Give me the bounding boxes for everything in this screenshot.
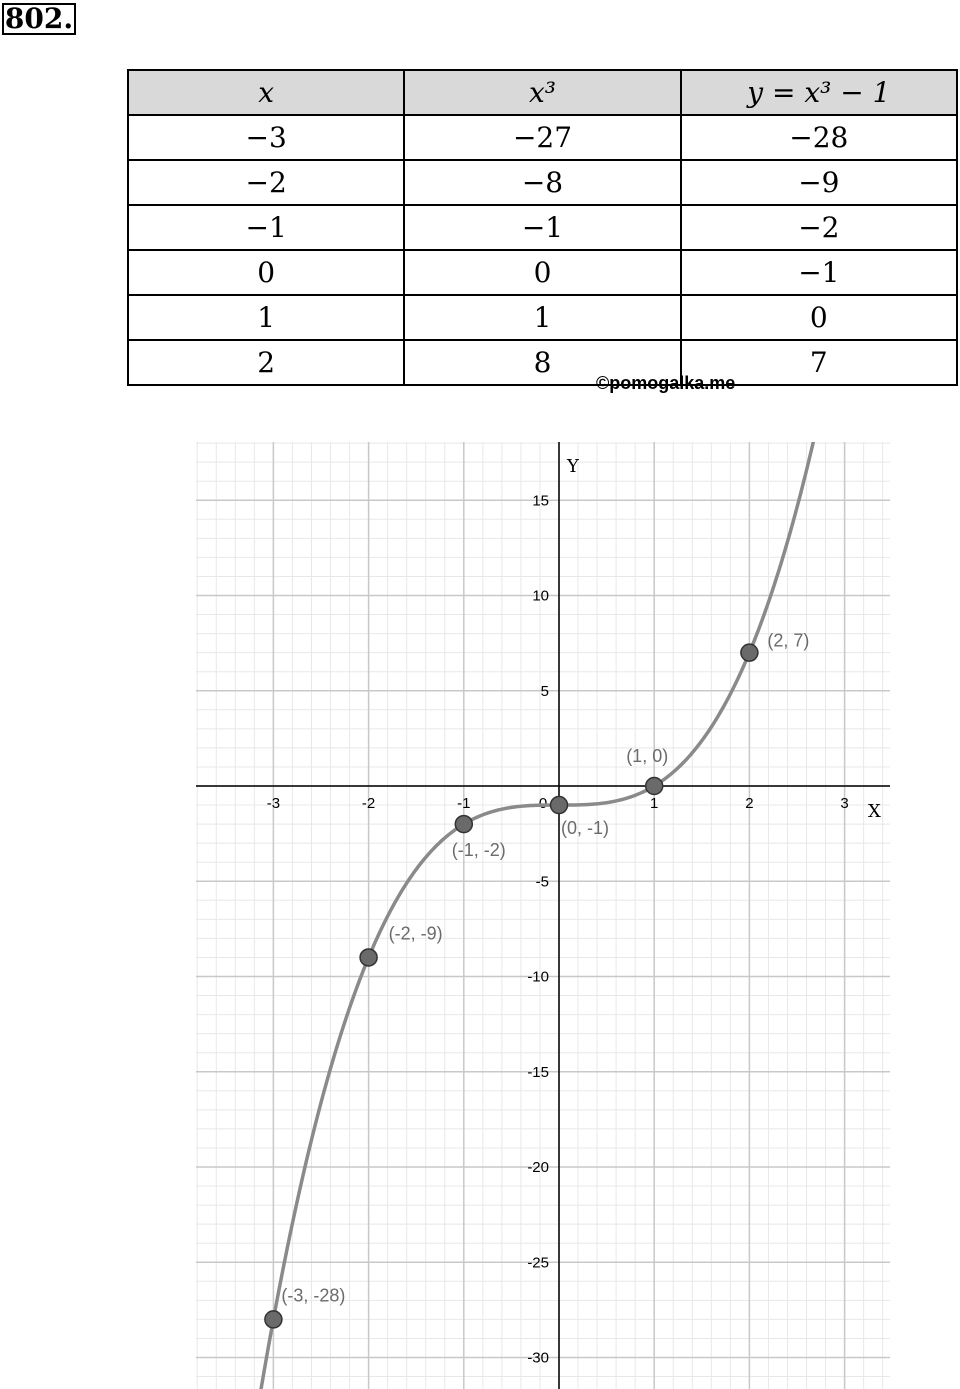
table-cell: −9 — [681, 160, 957, 205]
x-tick-label: 0 — [538, 795, 548, 812]
y-tick-label: -30 — [527, 1349, 549, 1367]
table-row — [128, 205, 957, 250]
data-point-label: (-1, -2) — [451, 840, 506, 861]
data-point — [265, 1311, 282, 1328]
problem-number: 802. — [2, 3, 76, 35]
table-cell: 0 — [404, 250, 680, 295]
header-y: y = x³ − 1 — [681, 70, 957, 115]
x-axis-label: X — [868, 801, 881, 822]
table-cell: 0 — [681, 295, 957, 340]
table-cell: 8 — [404, 340, 680, 385]
y-tick-label: 15 — [532, 492, 549, 510]
table-cell: −1 — [681, 250, 957, 295]
y-axis-label: Y — [567, 456, 579, 477]
table-cell: −27 — [404, 115, 680, 160]
table-cell: 1 — [128, 295, 404, 340]
data-point-label: (0, -1) — [561, 818, 610, 839]
table-cell: 1 — [404, 295, 680, 340]
table-row — [128, 160, 957, 205]
data-point — [360, 949, 377, 966]
data-point — [646, 778, 663, 795]
data-point — [741, 644, 758, 661]
x-tick-label: -3 — [266, 795, 281, 812]
table-row — [128, 295, 957, 340]
x-tick-label: -2 — [361, 795, 376, 812]
table-cell: −8 — [404, 160, 680, 205]
y-tick-label: -25 — [527, 1254, 549, 1272]
x-tick-label: 1 — [650, 795, 659, 812]
y-tick-label: -15 — [527, 1063, 549, 1081]
x-tick-label: 3 — [840, 795, 849, 812]
function-graph — [0, 430, 960, 1389]
data-point — [551, 797, 568, 814]
table-cell: 2 — [128, 340, 404, 385]
table-header-row — [128, 70, 957, 115]
table-row — [128, 250, 957, 295]
table-cell: −2 — [681, 205, 957, 250]
x-tick-label: 2 — [745, 795, 754, 812]
table-cell: −28 — [681, 115, 957, 160]
table-cell: −3 — [128, 115, 404, 160]
data-point-label: (2, 7) — [767, 630, 810, 651]
data-point-label: (-2, -9) — [388, 923, 443, 944]
y-tick-label: 5 — [540, 682, 549, 700]
x-tick-label: -1 — [457, 795, 471, 812]
header-x-cubed: x³ — [404, 70, 680, 115]
watermark: ©pomogalka.me — [596, 373, 736, 393]
table-cell: −2 — [128, 160, 404, 205]
data-point-label: (-3, -28) — [281, 1285, 346, 1306]
y-tick-label: -10 — [527, 968, 549, 986]
y-tick-label: -5 — [535, 873, 549, 891]
data-point-label: (1, 0) — [626, 746, 669, 766]
table-row — [128, 115, 957, 160]
table-row — [128, 340, 957, 385]
y-tick-label: -20 — [527, 1159, 549, 1176]
grid — [196, 442, 890, 1389]
table-cell: 7 — [681, 340, 957, 385]
header-x: x — [128, 70, 404, 115]
data-point — [455, 816, 472, 833]
table-cell: −1 — [128, 205, 404, 250]
y-tick-label: 10 — [532, 587, 549, 605]
table-cell: 0 — [128, 250, 404, 295]
values-table — [127, 69, 958, 386]
table-cell: −1 — [404, 205, 680, 250]
